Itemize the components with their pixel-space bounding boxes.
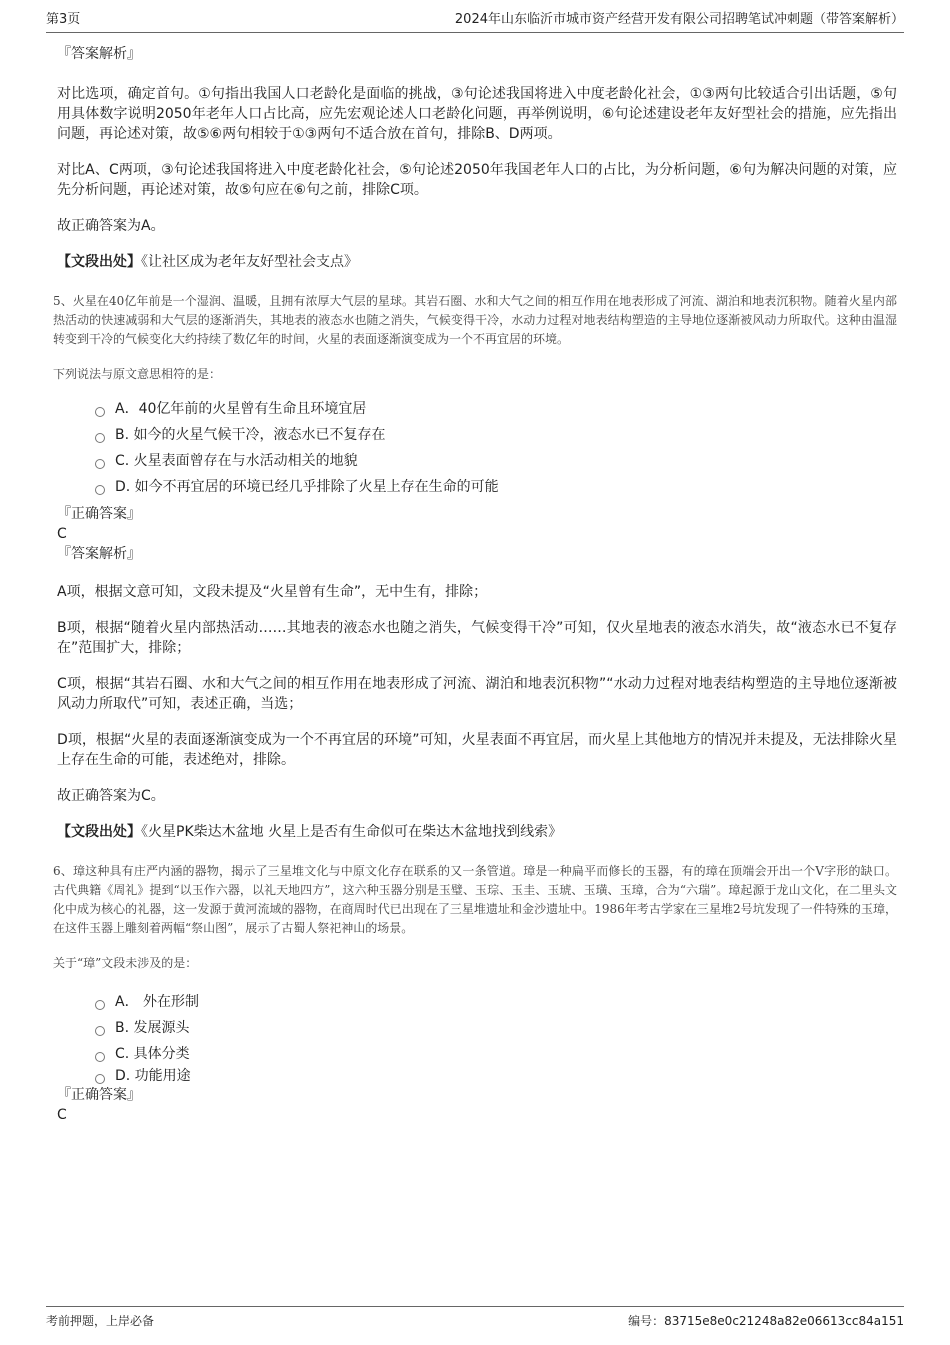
- radio-icon[interactable]: [95, 1000, 105, 1010]
- q5-option-b[interactable]: [95, 422, 897, 448]
- q5-option-b-label: B. 如今的火星气候干冷，液态水已不复存在: [115, 427, 386, 443]
- q6-option-c[interactable]: [95, 1041, 897, 1067]
- q5-option-a[interactable]: [95, 396, 897, 422]
- footer-serial: 编号：83715e8e0c21248a82e06613cc84a151: [628, 1314, 904, 1328]
- q6-option-c-label: C. 具体分类: [115, 1046, 190, 1062]
- page-footer: [46, 1306, 904, 1331]
- radio-icon[interactable]: [95, 1052, 105, 1062]
- footer-slogan: 考前押题，上岸必备: [46, 1314, 155, 1328]
- radio-icon[interactable]: [95, 1026, 105, 1036]
- q5-analysis-label: 『答案解析』: [57, 546, 141, 562]
- q5-source-text: 《火星PK柴达木盆地 火星上是否有生命似可在柴达木盆地找到线索》: [141, 824, 563, 840]
- q5-conclusion: 故正确答案为C。: [57, 788, 165, 804]
- q5-answer-label: 『正确答案』: [57, 506, 141, 522]
- q6-answer: C: [57, 1107, 67, 1123]
- q5-option-d-label: D. 如今不再宜居的环境已经几乎排除了火星上存在生命的可能: [115, 479, 499, 495]
- q6-option-d[interactable]: [95, 1067, 897, 1085]
- q6-prompt: 关于“璋”文段未涉及的是：: [53, 956, 198, 970]
- page-number: 第3页: [46, 12, 81, 27]
- radio-icon[interactable]: [95, 407, 105, 417]
- q5-analysis-c: C项，根据“其岩石圈、水和大气之间的相互作用在地表形成了河流、湖泊和地表沉积物”“水动力过程对地表结构塑造的主导地位逐渐被风动力所取代”可知，表述正确，当选；: [57, 676, 897, 712]
- q5-source: [57, 822, 897, 842]
- prev-analysis-paragraph-1: 对比选项，确定首句。①句指出我国人口老龄化是面临的挑战，③句论述我国将进入中度老龄化社会，①③两句比较适合引出话题，⑤句用具体数字说明2050年老年人口占比高，应先宏观论述人口老龄化问题，再举例说明，⑥句论述建设老年友好型社会的措施，应先指出问题，再论述对策，故⑤⑥两句相较于①③两句不适合放在首句，排除B、D两项。: [57, 86, 897, 142]
- q6-options: [95, 989, 897, 1085]
- q5-option-d[interactable]: [95, 474, 897, 500]
- q5-options: [95, 396, 897, 500]
- prev-source: [57, 252, 897, 272]
- q5-option-c[interactable]: [95, 448, 897, 474]
- q5-source-label: 【文段出处】: [57, 824, 141, 840]
- q6-option-a[interactable]: [95, 989, 897, 1015]
- q5-analysis-d: D项，根据“火星的表面逐渐演变成为一个不再宜居的环境”可知，火星表面不再宜居，而火星上其他地方的情况并未提及，无法排除火星上存在生命的可能，表述绝对，排除。: [57, 732, 897, 768]
- q5-analysis-b: B项，根据“随着火星内部热活动……其地表的液态水也随之消失，气候变得干冷”可知，仅火星地表的液态水消失，故“液态水已不复存在”范围扩大，排除；: [57, 620, 897, 656]
- q5-prompt: 下列说法与原文意思相符的是：: [53, 367, 222, 381]
- page-content: [53, 44, 897, 1125]
- q6-answer-label: 『正确答案』: [57, 1087, 141, 1103]
- prev-analysis-label: 『答案解析』: [57, 46, 141, 62]
- q6-option-a-label: A． 外在形制: [115, 994, 200, 1010]
- q5-option-a-label: A．40亿年前的火星曾有生命且环境宜居: [115, 401, 367, 417]
- q5-passage: 5、火星在40亿年前是一个湿润、温暖，且拥有浓厚大气层的星球。其岩石圈、水和大气之间的相互作用在地表形成了河流、湖泊和地表沉积物。随着火星内部热活动的快速减弱和大气层的逐渐消失，其地表的液态水也随之消失，气候变得干冷，水动力过程对地表结构塑造的主导地位逐渐被风动力所取代。这种由温湿转变到干冷的气候变化大约持续了数亿年的时间，火星的表面逐渐演变成为一个不再宜居的环境。: [53, 294, 897, 346]
- q6-option-b-label: B. 发展源头: [115, 1020, 190, 1036]
- page-header: [46, 10, 904, 33]
- radio-icon[interactable]: [95, 433, 105, 443]
- document-title: 2024年山东临沂市城市资产经营开发有限公司招聘笔试冲刺题（带答案解析）: [454, 12, 904, 27]
- radio-icon[interactable]: [95, 1074, 105, 1084]
- prev-analysis-paragraph-2: 对比A、C两项，③句论述我国将进入中度老龄化社会，⑤句论述2050年我国老年人口的占比，为分析问题，⑥句为解决问题的对策，应先分析问题，再论述对策，故⑤句应在⑥句之前，排除C项。: [57, 162, 897, 198]
- prev-source-text: 《让社区成为老年友好型社会支点》: [141, 254, 358, 270]
- q6-passage: 6、璋这种具有庄严内涵的器物，揭示了三星堆文化与中原文化存在联系的又一条管道。璋是一种扁平而修长的玉器，有的璋在顶端会开出一个V字形的缺口。古代典籍《周礼》提到“以玉作六器，以礼天地四方”，这六种玉器分别是玉璧、玉琮、玉圭、玉琥、玉璜、玉璋，合为“六瑞”。璋起源于龙山文化，在二里头文化中成为核心的礼器，这一发源于黄河流域的器物，在商周时代已出现在了三星堆遗址和金沙遗址中。1986年考古学家在三星堆2号坑发现了一件特殊的玉璋，在这件玉器上雕刻着两幅“祭山图”，展示了古蜀人祭祀神山的场景。: [53, 864, 897, 935]
- q5-option-c-label: C. 火星表面曾存在与水活动相关的地貌: [115, 453, 358, 469]
- q5-answer: C: [57, 526, 67, 542]
- radio-icon[interactable]: [95, 485, 105, 495]
- q5-analysis-a: A项，根据文意可知，文段未提及“火星曾有生命”，无中生有，排除；: [57, 584, 488, 600]
- q6-option-d-label: D. 功能用途: [115, 1068, 191, 1084]
- prev-conclusion: 故正确答案为A。: [57, 218, 165, 234]
- q6-option-b[interactable]: [95, 1015, 897, 1041]
- radio-icon[interactable]: [95, 459, 105, 469]
- prev-source-label: 【文段出处】: [57, 254, 141, 270]
